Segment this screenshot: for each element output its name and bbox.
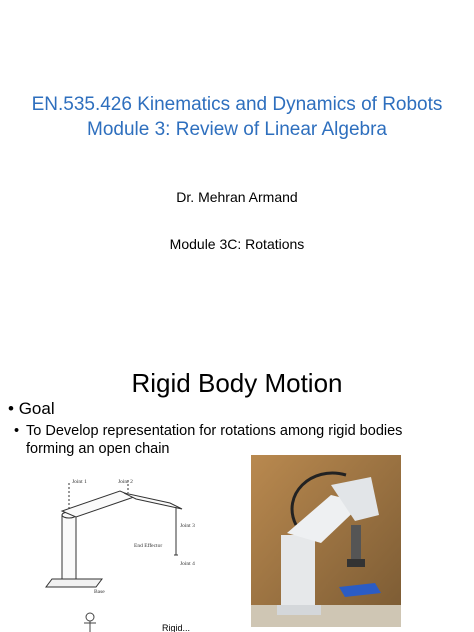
slide-2 <box>0 325 474 632</box>
course-title-line-2: Module 3: Review of Linear Algebra <box>87 119 387 140</box>
slide-title: Rigid Body Motion <box>131 368 343 398</box>
label-joint-4: Joint 4 <box>180 561 195 567</box>
label-base: Base <box>94 589 105 595</box>
course-title-line-1: EN.535.426 Kinematics and Dynamics of Robots <box>31 94 443 115</box>
label-joint-1: Joint 1 <box>72 479 87 485</box>
bullet-goal-detail <box>14 422 426 458</box>
bottom-text: Rigid... <box>162 623 191 632</box>
bullet-dot: • <box>8 399 19 418</box>
label-joint-3: Joint 3 <box>180 523 195 529</box>
robot-photo <box>251 455 401 627</box>
module-subtitle: Module 3C: Rotations <box>169 236 305 252</box>
bullet-dot: • <box>14 423 20 439</box>
author-name: Dr. Mehran Armand <box>176 189 298 205</box>
bullet-goal <box>8 399 55 419</box>
bullet-goal-text: Goal <box>18 399 55 418</box>
partial-sketch <box>80 609 220 632</box>
label-end-effector: End Effector <box>134 543 163 549</box>
bullet-goal-detail-text: To Develop representation for rotations among rigid bodies forming an open chain <box>26 423 403 457</box>
label-joint-2: Joint 2 <box>118 479 133 485</box>
robot-arm-diagram <box>36 475 206 595</box>
